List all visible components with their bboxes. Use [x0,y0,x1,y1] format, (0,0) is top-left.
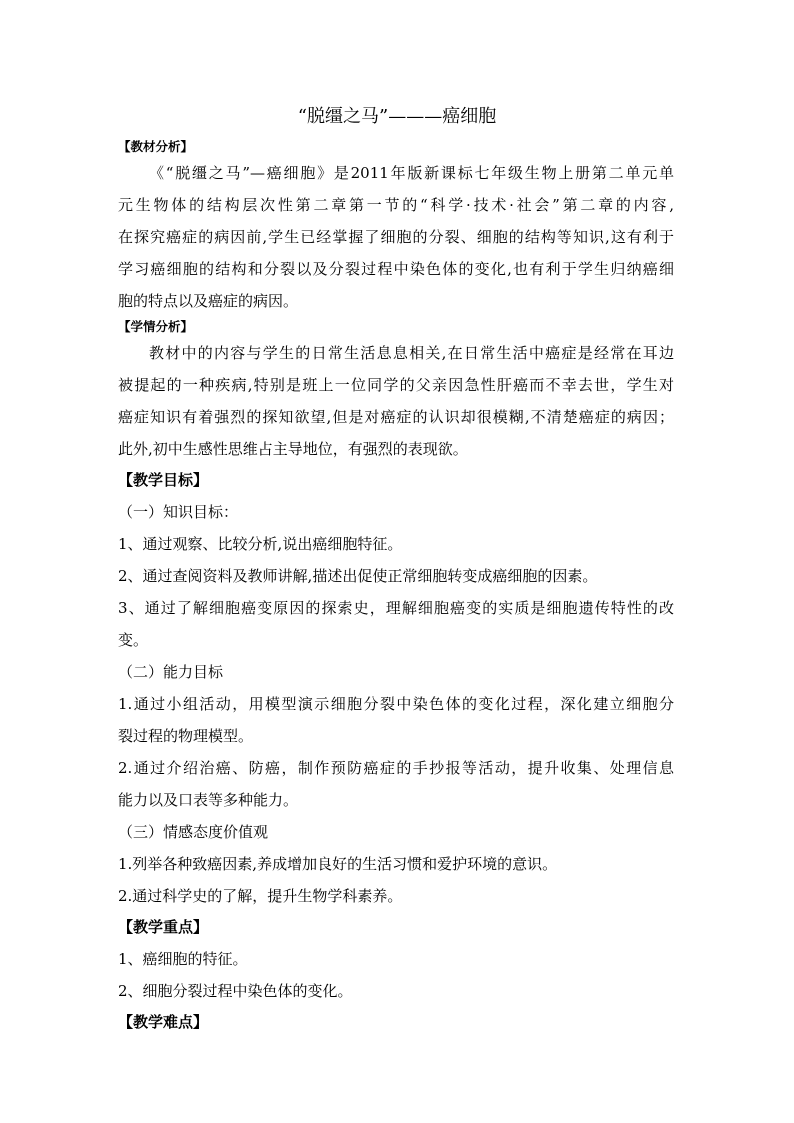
list-item-continued: 裂过程的物理模型。 [118,727,254,745]
list-item-continued: 变。 [118,631,149,649]
subheading-attitude-goals: （三）情感态度价值观 [118,823,269,841]
subheading-knowledge-goals: （一）知识目标： [118,503,239,521]
subheading-ability-goals: （二）能力目标 [118,663,224,681]
list-item-continued: 能力以及口表等多种能力。 [118,791,299,809]
list-item: 1.列举各种致癌因素,养成增加良好的生活习惯和爱护环境的意识。 [118,855,558,873]
document-title: “脱缰之马”———癌细胞 [297,106,497,127]
list-item: 1、癌细胞的特征。 [118,950,248,968]
section-heading-textbook-analysis: 【教材分析】 [118,139,194,154]
list-item: 2.通过介绍治癌、防癌，制作预防癌症的手抄报等活动，提升收集、处理信息 [118,759,674,777]
list-item: 2、通过查阅资料及教师讲解,描述出促使正常细胞转变成癌细胞的因素。 [118,567,598,585]
paragraph-line: 被提起的一种疾病,特别是班上一位同学的父亲因急性肝癌而不幸去世，学生对 [118,376,674,394]
list-item: 3、通过了解细胞癌变原因的探索史，理解细胞癌变的实质是细胞遗传特性的改 [118,599,674,617]
paragraph-line: 此外,初中生感性思维占主导地位，有强烈的表现欲。 [118,440,468,458]
list-item: 1.通过小组活动，用模型演示细胞分裂中染色体的变化过程，深化建立细胞分 [118,695,674,713]
paragraph-line: 教材中的内容与学生的日常生活息息相关,在日常生活中癌症是经常在耳边 [149,344,674,362]
section-heading-difficult-points: 【教学难点】 [118,1013,209,1031]
section-heading-key-points: 【教学重点】 [118,918,209,936]
paragraph-line: 《“脱缰之马”—癌细胞》是2011年版新课标七年级生物上册第二单元单 [149,164,674,182]
list-item: 2.通过科学史的了解，提升生物学科素养。 [118,887,403,905]
list-item: 2、细胞分裂过程中染色体的变化。 [118,982,353,1000]
section-heading-student-analysis: 【学情分析】 [118,319,194,334]
paragraph-line: 癌症知识有着强烈的探知欲望,但是对癌症的认识却很模糊,不清楚癌症的病因； [118,408,674,426]
section-heading-teaching-goals: 【教学目标】 [118,471,209,489]
paragraph-line: 元生物体的结构层次性第二章第一节的“科学·技术·社会”第二章的内容, [118,196,674,214]
paragraph-line: 在探究癌症的病因前,学生已经掌握了细胞的分裂、细胞的结构等知识,这有利于 [118,228,674,246]
list-item: 1、通过观察、比较分析,说出癌细胞特征。 [118,535,403,553]
paragraph-line: 胞的特点以及癌症的病因。 [118,292,299,310]
paragraph-line: 学习癌细胞的结构和分裂以及分裂过程中染色体的变化,也有利于学生归纳癌细 [118,260,674,278]
